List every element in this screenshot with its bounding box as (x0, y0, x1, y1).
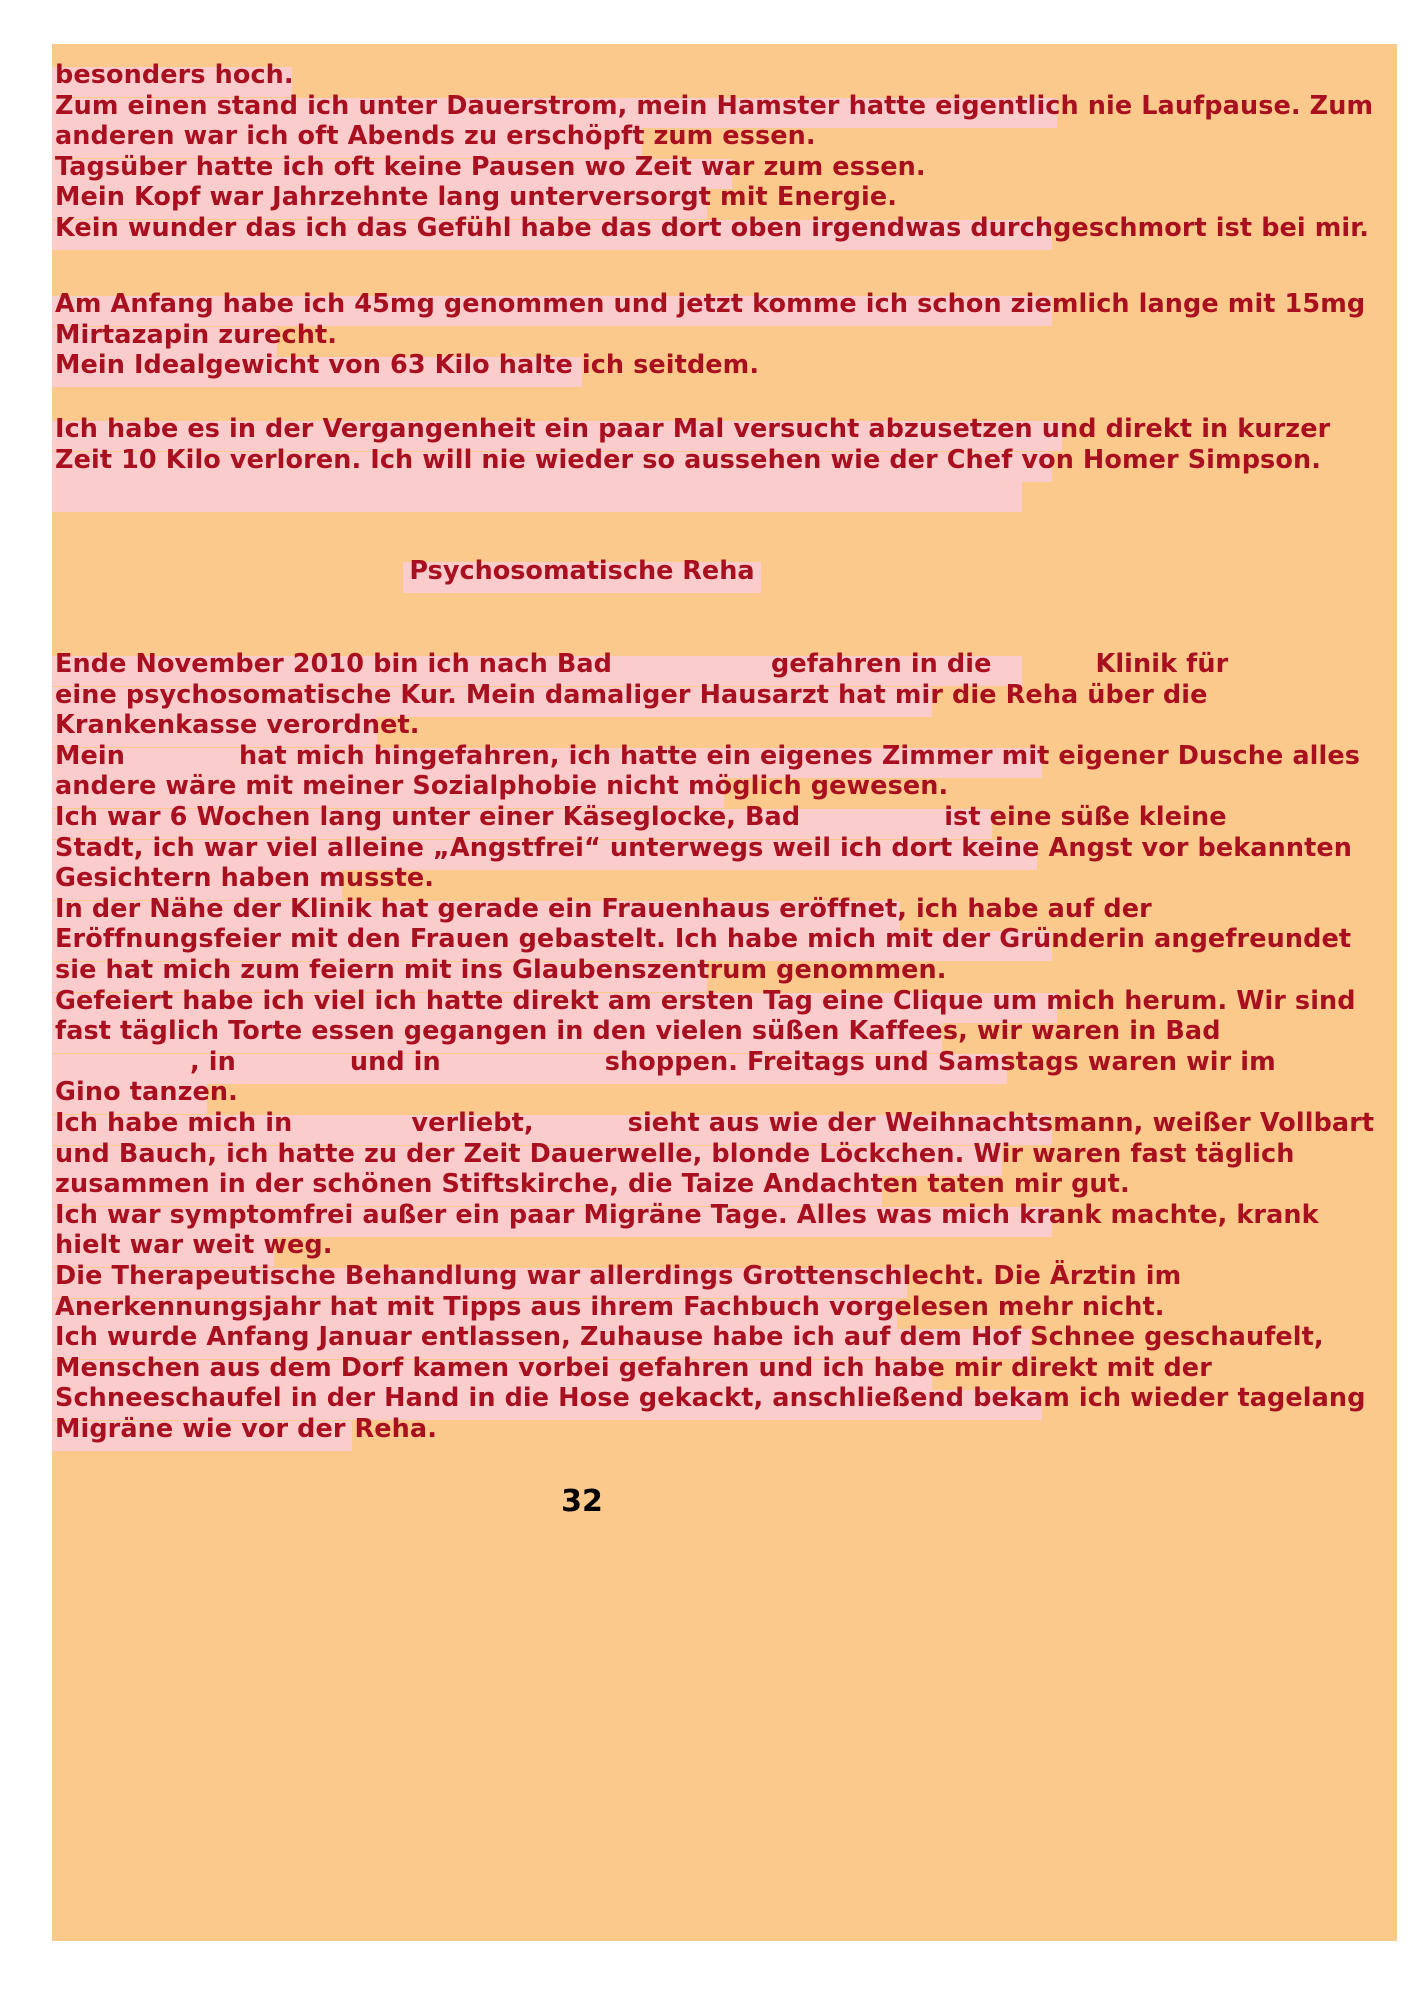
text-line (52, 1414, 437, 1445)
line-text (52, 1016, 1221, 1047)
text-run: gefahren in die (771, 649, 992, 679)
text-run: Ich wurde Anfang Januar entlassen, Zuhause habe ich auf dem Hof Schnee geschaufelt, (55, 1322, 1324, 1353)
text-line (52, 1169, 1130, 1200)
text-run: Schneeschaufel in der Hand in die Hose gekackt, anschließend bekam ich wieder tagelang (55, 1383, 1366, 1414)
text-line (52, 1108, 1374, 1139)
text-line (52, 649, 1228, 680)
text-run: Ich habe mich in (55, 1108, 293, 1138)
text-run: hielt war weit weg. (55, 1230, 333, 1261)
document-page (52, 44, 1397, 1941)
text-run: Menschen aus dem Dorf kamen vorbei gefahren und ich habe mir direkt mit der (55, 1352, 1212, 1383)
text-line (52, 350, 759, 381)
text-run: fast täglich Torte essen gegangen in den vielen süßen Kaffees, wir waren in Bad (55, 1016, 1221, 1047)
line-text (52, 1047, 1276, 1078)
line-text (52, 771, 948, 802)
text-run: Die Therapeutische Behandlung war allerdings Grottenschlecht. Die Ärztin im (55, 1261, 1182, 1291)
text-line (52, 955, 947, 986)
text-run: hat mich hingefahren, ich hatte ein eigenes Zimmer mit eigener Dusche alles (238, 740, 1361, 771)
text-run: Stadt, ich war viel alleine „Angstfrei“ unterwegs weil ich dort keine Angst vor bekannten (55, 832, 1353, 863)
text-run: sie hat mich zum feiern mit ins Glaubenszentrum genommen. (55, 955, 947, 985)
text-run: , in (190, 1046, 236, 1077)
text-run: shoppen. Freitags und Samstags waren wir im (604, 1046, 1276, 1077)
text-line (52, 894, 1152, 925)
text-line (52, 1200, 1319, 1231)
line-text (52, 213, 1369, 244)
line-text (52, 1353, 1212, 1384)
text-run: und in (349, 1046, 441, 1077)
text-run: Klinik für (1095, 649, 1229, 679)
text-run: Am Anfang habe ich 45mg genommen und jetzt komme ich schon ziemlich lange mit 15mg (55, 289, 1366, 319)
line-text (52, 289, 1365, 320)
text-run: Kein wunder das ich das Gefühl habe das dort oben irgendwas durchgeschmort ist bei mir. (55, 213, 1370, 243)
section-heading-wrap (409, 556, 754, 586)
text-line (52, 1077, 238, 1108)
text-line (52, 986, 1356, 1017)
line-text (52, 445, 1321, 476)
line-text (52, 986, 1356, 1017)
text-line (52, 152, 926, 183)
line-text (52, 91, 1373, 122)
line-text (52, 152, 926, 183)
text-line (52, 802, 1227, 833)
line-text (52, 649, 1228, 680)
text-run: andere wäre mit meiner Sozialphobie nicht möglich gewesen. (55, 771, 949, 802)
line-text (52, 741, 1360, 772)
text-run: ist eine süße kleine (944, 802, 1227, 832)
text-line (52, 833, 1352, 864)
line-text (52, 1169, 1130, 1200)
line-text (52, 1261, 1181, 1292)
line-text (52, 833, 1352, 864)
text-run: Krankenkasse verordnet. (55, 710, 420, 741)
line-text (52, 1322, 1324, 1353)
page-number: 32 (561, 1484, 603, 1519)
text-run: Zeit 10 Kilo verloren. Ich will nie wieder so aussehen wie der Chef von Homer Simpson. (55, 444, 1321, 475)
text-run: Ich habe es in der Vergangenheit ein paar Mal versucht abzusetzen und direkt in kurzer (55, 414, 1331, 444)
text-run: anderen war ich oft Abends zu erschöpft zum essen. (55, 121, 816, 152)
text-run: Tagsüber hatte ich oft keine Pausen wo Zeit war zum essen. (55, 151, 926, 182)
text-run: zusammen in der schönen Stiftskirche, die Taize Andachten taten mir gut. (55, 1169, 1130, 1200)
line-text (52, 1230, 333, 1261)
text-line (52, 1353, 1212, 1384)
line-text (52, 60, 294, 91)
text-run: und Bauch, ich hatte zu der Zeit Dauerwelle, blonde Löckchen. Wir waren fast täglich (55, 1138, 1295, 1169)
text-run: Gino tanzen. (55, 1077, 238, 1108)
text-run: Mirtazapin zurecht. (55, 319, 338, 350)
text-line (52, 1047, 1276, 1078)
text-line (52, 680, 1208, 711)
text-line (52, 1383, 1366, 1414)
line-text (52, 1200, 1319, 1231)
line-text (52, 802, 1227, 833)
line-text (52, 1383, 1366, 1414)
text-line (52, 121, 816, 152)
text-run: Mein Kopf war Jahrzehnte lang unterversorgt mit Energie. (55, 182, 898, 213)
text-run: sieht aus wie der Weihnachtsmann, weißer Vollbart (627, 1108, 1375, 1138)
line-text (52, 1139, 1294, 1170)
line-text (52, 955, 947, 986)
line-text (52, 320, 337, 351)
text-run: besonders hoch. (55, 60, 294, 90)
line-text (52, 121, 816, 152)
text-line (52, 182, 897, 213)
text-line (52, 445, 1321, 476)
text-run: Gefeiert habe ich viel ich hatte direkt am ersten Tag eine Clique um mich herum. Wir sind (55, 985, 1356, 1016)
text-run: eine psychosomatische Kur. Mein damaliger Hausarzt hat mir die Reha über die (55, 679, 1208, 710)
text-line (52, 320, 337, 351)
text-line (52, 289, 1365, 320)
line-text (52, 894, 1152, 925)
text-run: Ich war symptomfrei außer ein paar Migräne Tage. Alles was mich krank machte, krank (55, 1199, 1319, 1230)
line-text (52, 1077, 238, 1108)
text-line (52, 1292, 1165, 1323)
line-text (52, 350, 759, 381)
text-run: Ende November 2010 bin ich nach Bad (55, 649, 613, 679)
text-run: Anerkennungsjahr hat mit Tipps aus ihrem Fachbuch vorgelesen mehr nicht. (55, 1291, 1165, 1322)
text-line (52, 60, 294, 91)
line-text (52, 924, 1351, 955)
line-text (52, 710, 420, 741)
text-line (52, 1261, 1181, 1292)
text-line (52, 863, 434, 894)
text-line (52, 924, 1351, 955)
text-line (52, 1016, 1221, 1047)
section-heading (52, 556, 1112, 588)
text-line (52, 414, 1330, 445)
text-run: Mein (55, 740, 125, 771)
text-line (52, 1139, 1294, 1170)
text-line (52, 475, 55, 506)
line-text (52, 182, 897, 213)
text-line (52, 1230, 333, 1261)
text-run: In der Nähe der Klinik hat gerade ein Frauenhaus eröffnet, ich habe auf der (55, 893, 1152, 924)
line-text (52, 1414, 437, 1445)
text-run: Eröffnungsfeier mit den Frauen gebastelt. Ich habe mich mit der Gründerin angefreundet (55, 924, 1352, 955)
highlight-band (52, 482, 1022, 512)
text-line (52, 741, 1360, 772)
text-run: verliebt, (411, 1108, 534, 1138)
line-text (52, 680, 1208, 711)
text-line (52, 1322, 1324, 1353)
line-text (52, 1292, 1165, 1323)
text-run: Mein Idealgewicht von 63 Kilo halte ich seitdem. (55, 350, 760, 381)
text-run: Zum einen stand ich unter Dauerstrom, mein Hamster hatte eigentlich nie Laufpause. Zum (55, 90, 1374, 121)
text-line (52, 91, 1373, 122)
line-text (52, 863, 434, 894)
text-line (52, 771, 948, 802)
line-text (52, 1108, 1374, 1139)
text-line (52, 710, 420, 741)
section-heading-text: Psychosomatische Reha (409, 556, 755, 586)
text-run: Ich war 6 Wochen lang unter einer Käseglocke, Bad (55, 802, 801, 832)
text-run: Gesichtern haben musste. (55, 863, 435, 894)
text-run: Migräne wie vor der Reha. (55, 1414, 438, 1444)
text-line (52, 213, 1369, 244)
line-text (52, 414, 1330, 445)
